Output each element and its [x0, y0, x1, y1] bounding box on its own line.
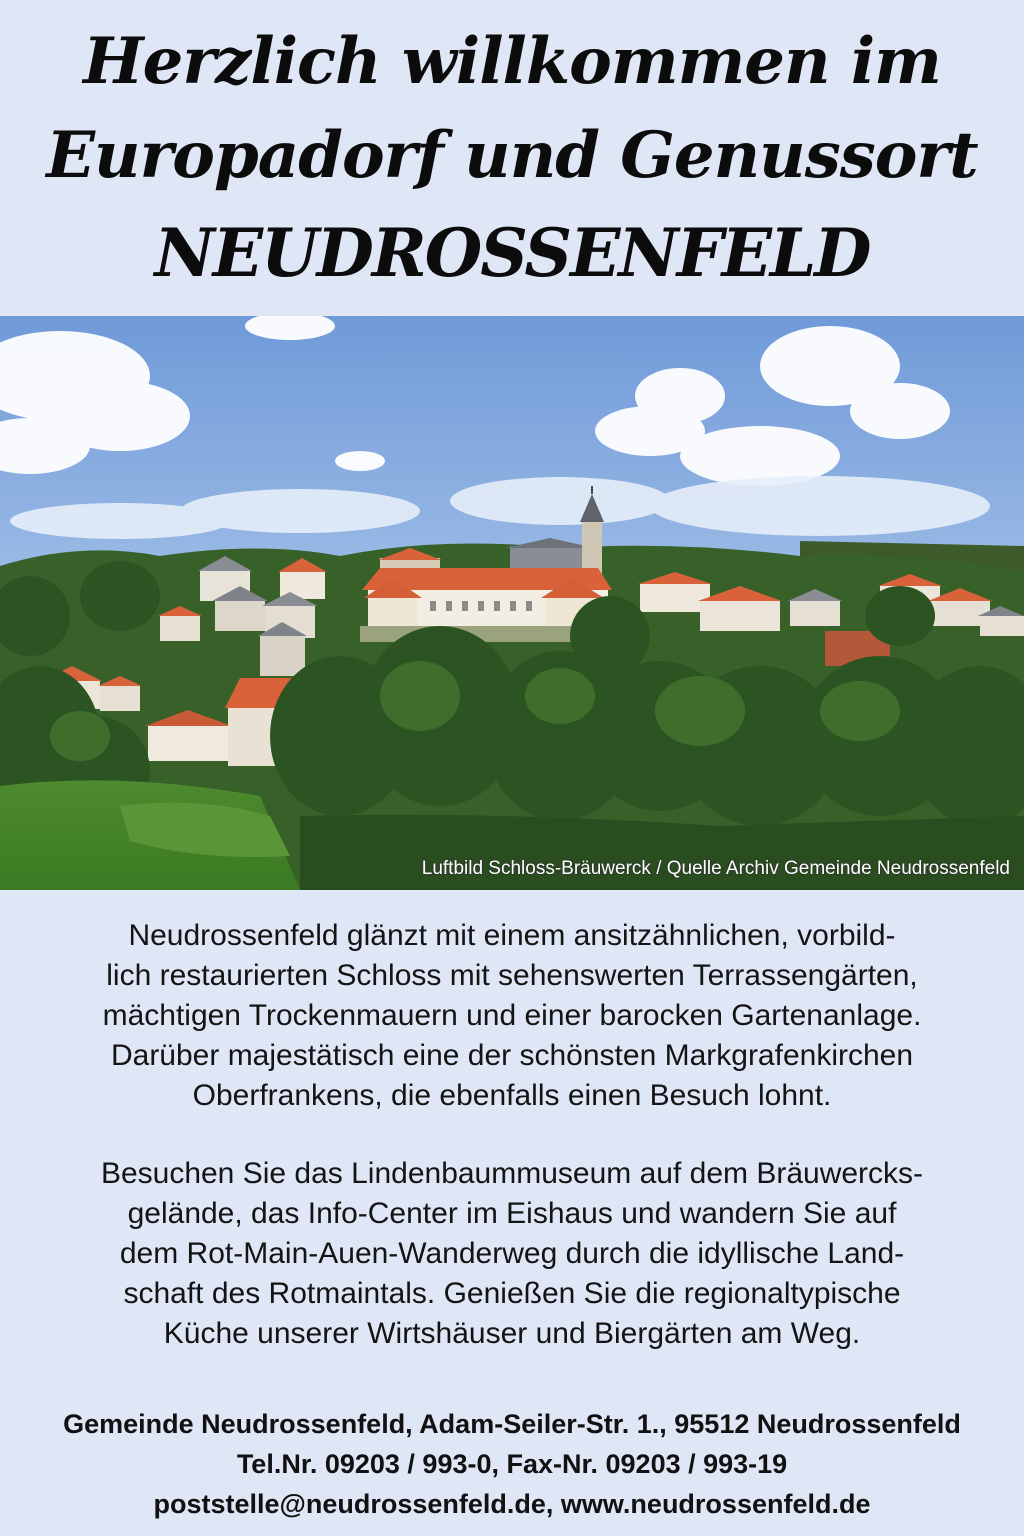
paragraph-1	[0, 916, 1024, 1116]
headline-line-1: Herzlich willkommen im	[83, 24, 941, 99]
headline-line-2: Europadorf und Genussort	[46, 118, 978, 193]
paragraph-2-line: gelände, das Info-Center im Eishaus und wandern Sie auf	[127, 1197, 897, 1230]
headline	[0, 0, 1024, 316]
photo-caption: Luftbild Schloss-Bräuwerck / Quelle Archiv Gemeinde Neudrossenfeld	[421, 858, 1010, 879]
contact-phone: Tel.Nr. 09203 / 993-0, Fax-Nr. 09203 / 993-19	[236, 1449, 788, 1479]
aerial-photo	[0, 316, 1024, 890]
paragraph-1-line: Oberfrankens, die ebenfalls einen Besuch lohnt.	[192, 1079, 832, 1112]
contact-web: poststelle@neudrossenfeld.de, www.neudrossenfeld.de	[153, 1489, 871, 1519]
paragraph-2-line: Küche unserer Wirtshäuser und Biergärten am Weg.	[163, 1317, 861, 1350]
paragraph-1-line: Neudrossenfeld glänzt mit einem ansitzähnlichen, vorbild-	[128, 919, 896, 952]
headline-line-3: NEUDROSSENFELD	[154, 214, 870, 292]
contact-block	[0, 1404, 1024, 1524]
contact-address: Gemeinde Neudrossenfeld, Adam-Seiler-Str. 1., 95512 Neudrossenfeld	[63, 1409, 961, 1439]
village-illustration	[0, 316, 1024, 890]
paragraph-1-line: Darüber majestätisch eine der schönsten Markgrafenkirchen	[110, 1039, 914, 1072]
paragraph-1-line: mächtigen Trockenmauern und einer barocken Gartenanlage.	[102, 999, 922, 1032]
paragraph-2-line: schaft des Rotmaintals. Genießen Sie die regionaltypische	[123, 1277, 901, 1310]
paragraph-1-line: lich restaurierten Schloss mit sehenswerten Terrassengärten,	[106, 959, 918, 992]
paragraph-2	[0, 1154, 1024, 1354]
paragraph-2-line: Besuchen Sie das Lindenbaummuseum auf dem Bräuwercks-	[100, 1157, 924, 1190]
paragraph-2-line: dem Rot-Main-Auen-Wanderweg durch die idyllische Land-	[119, 1237, 905, 1270]
